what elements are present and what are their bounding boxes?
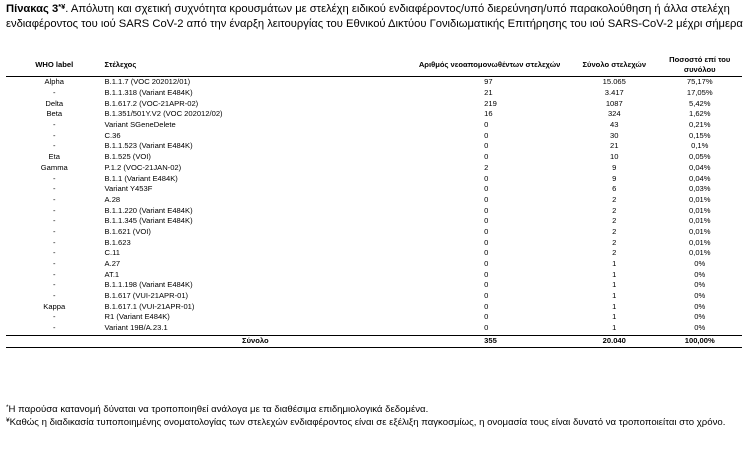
cell-strain: B.1.1 (Variant E484K) [104,173,178,183]
cell-who-label: - [52,280,56,290]
cell-percentage: 0,04% [688,162,711,172]
cell-who-label: - [52,226,56,236]
cell-percentage: 0,03% [688,184,711,194]
cell-new-isolates: 219 [484,98,497,108]
cell-new-isolates: 0 [484,301,489,311]
cell-new-isolates: 0 [484,312,489,322]
cell-strain: AT.1 [104,269,120,279]
cell-percentage: 0,15% [688,130,711,140]
cell-new-isolates: 0 [484,205,489,215]
cell-who-label: - [52,184,56,194]
cell-who-label: Alpha [44,77,64,87]
cell-who-label: - [52,194,56,204]
cell-total-strains: 1 [612,280,617,290]
cell-total-strains: 2 [612,237,617,247]
header-strain: Στέλεχος [103,54,409,77]
cell-percentage: 0% [694,291,706,301]
cell-new-isolates: 0 [484,269,489,279]
cell-total-strains: 43 [610,120,619,130]
table-row [6,291,742,302]
cell-who-label: - [52,291,56,301]
cell-who-label: - [52,269,56,279]
cell-strain: B.1.617 (VUI-21APR-01) [104,291,189,301]
cell-percentage: 75,17% [686,77,713,87]
cell-percentage: 0,04% [688,173,711,183]
cell-new-isolates: 0 [484,248,489,258]
cell-strain: B.1.1.7 (VOC 202012/01) [104,77,191,87]
cell-who-label: Delta [45,98,64,108]
cell-strain: A.28 [104,194,121,204]
cell-percentage: 0,01% [688,194,711,204]
cell-who-label: - [52,248,56,258]
cell-new-isolates: 0 [484,259,489,269]
cell-percentage: 0,01% [688,248,711,258]
footnotes [6,403,744,430]
header-percentage: Ποσοστό επί του συνόλου [658,54,742,77]
cell-who-label: Beta [46,109,63,119]
cell-who-label: - [52,205,56,215]
cell-strain: B.1.617.1 (VUI-21APR-01) [104,301,195,311]
caption-text: . Απόλυτη και σχετική συχνότητα κρουσμάτων με στελέχη ειδικού ενδιαφέροντος/υπό διερεύνηση/υπό παρακολούθηση ή άλλα στελέχη ενδιαφέροντος του ιού SARS CoV-2 από την έναρξη λειτουργίας του Εθνικού Δικτύου Γονιδιωματικής Επιτήρησης του ιού SARS-CoV-2 μέχρι σήμερα [6,3,743,30]
cell-new-isolates: 0 [484,280,489,290]
table-row [6,184,742,195]
cell-new-isolates: 0 [484,120,489,130]
footnote-text: Η παρούσα κατανομή δύναται να τροποποιηθεί ανάλογα με τα διαθέσιμα επιδημιολογικά δεδομένα. [8,404,429,415]
totals-row [6,335,742,347]
cell-percentage: 0% [694,269,706,279]
cell-total-strains: 21 [610,141,619,151]
cell-percentage: 0,21% [688,120,711,130]
totals-new: 355 [408,335,571,347]
cell-total-strains: 1 [612,291,617,301]
cell-total-strains: 1 [612,259,617,269]
cell-new-isolates: 0 [484,173,489,183]
cell-percentage: 0,01% [688,237,711,247]
cell-strain: C.11 [104,248,120,258]
cell-strain: B.1.1.345 (Variant E484K) [104,216,193,226]
cell-strain: B.1.617.2 (VOC-21APR-02) [104,98,199,108]
cell-who-label: - [52,259,56,269]
cell-total-strains: 1 [612,323,617,333]
cell-total-strains: 1 [612,301,617,311]
cell-percentage: 0,01% [688,216,711,226]
table-row [6,216,742,227]
table-row [6,77,742,88]
cell-total-strains: 2 [612,216,617,226]
table-row [6,98,742,109]
cell-strain: C.36 [104,130,121,140]
cell-strain: B.1.621 (VOI) [104,226,151,236]
cell-total-strains: 324 [607,109,621,119]
cell-percentage: 1,62% [688,109,711,119]
cell-percentage: 17,05% [686,88,713,98]
header-who-label: WHO label [6,54,103,77]
totals-total: 20.040 [571,335,657,347]
cell-strain: Variant 19B/A.23.1 [104,323,168,333]
cell-strain: Variant Y453F [104,184,153,194]
table-row [6,237,742,248]
cell-who-label: - [52,120,56,130]
table-row [6,88,742,99]
cell-who-label: Gamma [40,162,68,172]
cell-total-strains: 2 [612,226,617,236]
cell-new-isolates: 0 [484,184,489,194]
footnote [6,403,744,416]
cell-new-isolates: 97 [484,77,493,87]
totals-label: Σύνολο [103,335,409,347]
cell-percentage: 0% [694,259,706,269]
cell-strain: B.1.351/501Y.V2 (VOC 202012/02) [104,109,223,119]
cell-who-label: - [52,323,56,333]
cell-total-strains: 10 [610,152,619,162]
cell-who-label: - [52,88,56,98]
cell-total-strains: 1 [612,269,617,279]
cell-strain: B.1.1.523 (Variant E484K) [104,141,193,151]
cell-total-strains: 9 [612,162,617,172]
cell-percentage: 0,1% [691,141,709,151]
table-row [6,312,742,323]
totals-percentage: 100,00% [658,335,742,347]
cell-percentage: 0% [694,312,706,322]
table-row [6,120,742,131]
cell-strain: B.1.623 [104,237,131,247]
cell-total-strains: 15.065 [602,77,626,87]
table-row [6,301,742,312]
footnote-mark: ¥ [6,417,10,425]
table-row [6,109,742,120]
table-row [6,195,742,206]
caption-label: Πίνακας 3 [6,3,59,15]
strains-table [6,54,742,348]
cell-total-strains: 1087 [605,98,623,108]
cell-who-label: - [52,312,56,322]
cell-total-strains: 1 [612,312,617,322]
cell-new-isolates: 0 [484,216,489,226]
table-row [6,141,742,152]
cell-who-label: - [52,130,56,140]
table-body [6,77,742,336]
cell-strain: B.1.1.220 (Variant E484K) [104,205,193,215]
table-row [6,163,742,174]
cell-percentage: 0% [694,280,706,290]
cell-percentage: 0,01% [688,205,711,215]
cell-strain: B.1.525 (VOI) [104,152,151,162]
cell-strain: B.1.1.198 (Variant E484K) [104,280,193,290]
cell-who-label: - [52,173,56,183]
cell-total-strains: 2 [612,194,617,204]
header-total-strains: Σύνολο στελεχών [571,54,657,77]
caption-marks: *¥ [58,2,66,11]
cell-percentage: 5,42% [688,98,711,108]
cell-new-isolates: 0 [484,194,489,204]
cell-who-label: - [52,237,56,247]
cell-percentage: 0,05% [688,152,711,162]
table-row [6,130,742,141]
cell-new-isolates: 0 [484,226,489,236]
header-new-isolates: Αριθμός νεοαπομονωθέντων στελεχών [408,54,571,77]
cell-who-label: - [52,141,56,151]
table-row [6,227,742,238]
cell-total-strains: 9 [612,173,617,183]
cell-new-isolates: 21 [484,88,493,98]
cell-total-strains: 2 [612,205,617,215]
cell-total-strains: 30 [610,130,619,140]
cell-new-isolates: 2 [484,162,489,172]
cell-strain: P.1.2 (VOC-21JAN-02) [104,162,182,172]
table-row [6,259,742,270]
cell-new-isolates: 0 [484,291,489,301]
cell-total-strains: 6 [612,184,617,194]
cell-total-strains: 3.417 [604,88,624,98]
table-row [6,248,742,259]
cell-new-isolates: 0 [484,152,489,162]
table-row [6,152,742,163]
cell-strain: B.1.1.318 (Variant E484K) [104,88,193,98]
table-row [6,323,742,335]
cell-who-label: Kappa [43,301,66,311]
cell-new-isolates: 0 [484,237,489,247]
table-row [6,280,742,291]
cell-strain: A.27 [104,259,121,269]
footnote-mark: * [6,404,9,411]
table-header-row [6,54,742,77]
cell-who-label: - [52,216,56,226]
table-row [6,173,742,184]
cell-new-isolates: 16 [484,109,493,119]
table-row [6,205,742,216]
cell-total-strains: 2 [612,248,617,258]
cell-strain: R1 (Variant E484K) [104,312,170,322]
cell-percentage: 0% [694,301,706,311]
cell-new-isolates: 0 [484,323,489,333]
cell-new-isolates: 0 [484,130,489,140]
cell-strain: Variant SGeneDelete [104,120,176,130]
footnote [6,416,744,429]
cell-percentage: 0% [694,323,706,333]
table-row [6,269,742,280]
table-caption [6,2,748,31]
cell-percentage: 0,01% [688,226,711,236]
cell-new-isolates: 0 [484,141,489,151]
footnote-text: Καθώς η διαδικασία τυποποιημένης ονοματολογίας των στελεχών ενδιαφέροντος είναι σε εξέλιξη παγκοσμίως, η ονομασία τους είναι δυνατό να τροποποιείται στο χρόνο. [9,417,726,429]
cell-who-label: Eta [48,152,60,162]
